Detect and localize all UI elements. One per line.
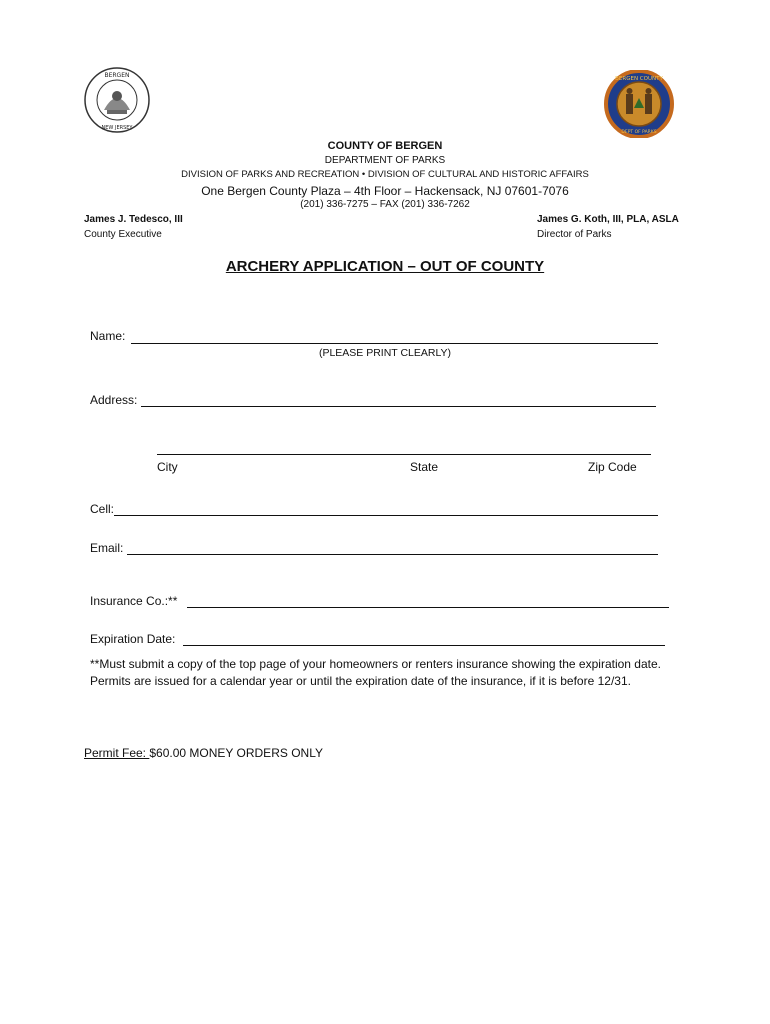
svg-text:NEW JERSEY: NEW JERSEY — [101, 125, 133, 131]
email-label: Email: — [90, 541, 124, 555]
address-line: One Bergen County Plaza – 4th Floor – Hackensack, NJ 07601-7076 — [201, 184, 569, 198]
address-label: Address: — [90, 393, 138, 407]
address-field[interactable] — [141, 406, 656, 407]
county-executive-title: County Executive — [84, 229, 162, 240]
parks-director-name: James G. Koth, III, PLA, ASLA — [537, 214, 679, 225]
insurance-label: Insurance Co.:** — [90, 594, 178, 608]
parks-seal-right — [604, 70, 674, 138]
expiration-date-field[interactable] — [183, 645, 665, 646]
city-label: City — [157, 460, 178, 474]
insurance-note: **Must submit a copy of the top page of your homeowners or renters insurance showing the expiration date. Permits are issued for a calendar year or until the expiration date of the insurance, if it is before 12/31. — [90, 657, 661, 688]
department-name: DEPARTMENT OF PARKS — [324, 155, 446, 166]
insurance-field[interactable] — [187, 607, 669, 608]
name-label: Name: — [90, 329, 126, 343]
county-name: COUNTY OF BERGEN — [327, 140, 443, 152]
email-field[interactable] — [127, 554, 658, 555]
permit-fee — [84, 746, 323, 760]
form-title: ARCHERY APPLICATION – OUT OF COUNTY — [225, 258, 545, 275]
cell-field[interactable] — [114, 515, 658, 516]
name-field[interactable] — [131, 343, 658, 344]
state-label: State — [410, 460, 439, 474]
permit-fee-value: $60.00 MONEY ORDERS ONLY — [149, 746, 323, 760]
phone-line: (201) 336-7275 – FAX (201) 336-7262 — [300, 199, 470, 210]
svg-text:DEPT OF PARKS: DEPT OF PARKS — [621, 130, 657, 135]
svg-text:BERGEN COUNTY: BERGEN COUNTY — [615, 76, 663, 82]
zip-code-label: Zip Code — [588, 460, 637, 474]
cell-label: Cell: — [90, 502, 115, 516]
county-seal-left — [82, 66, 152, 134]
expiration-date-label: Expiration Date: — [90, 632, 176, 646]
permit-fee-label: Permit Fee: — [84, 746, 150, 760]
divisions-line: DIVISION OF PARKS AND RECREATION • DIVISION OF CULTURAL AND HISTORIC AFFAIRS — [181, 169, 589, 180]
svg-text:BERGEN: BERGEN — [104, 72, 130, 79]
city-state-zip-field[interactable] — [157, 454, 651, 455]
print-clearly-note: (PLEASE PRINT CLEARLY) — [318, 347, 452, 359]
parks-director-title: Director of Parks — [537, 229, 612, 240]
county-executive-name: James J. Tedesco, III — [84, 214, 183, 225]
